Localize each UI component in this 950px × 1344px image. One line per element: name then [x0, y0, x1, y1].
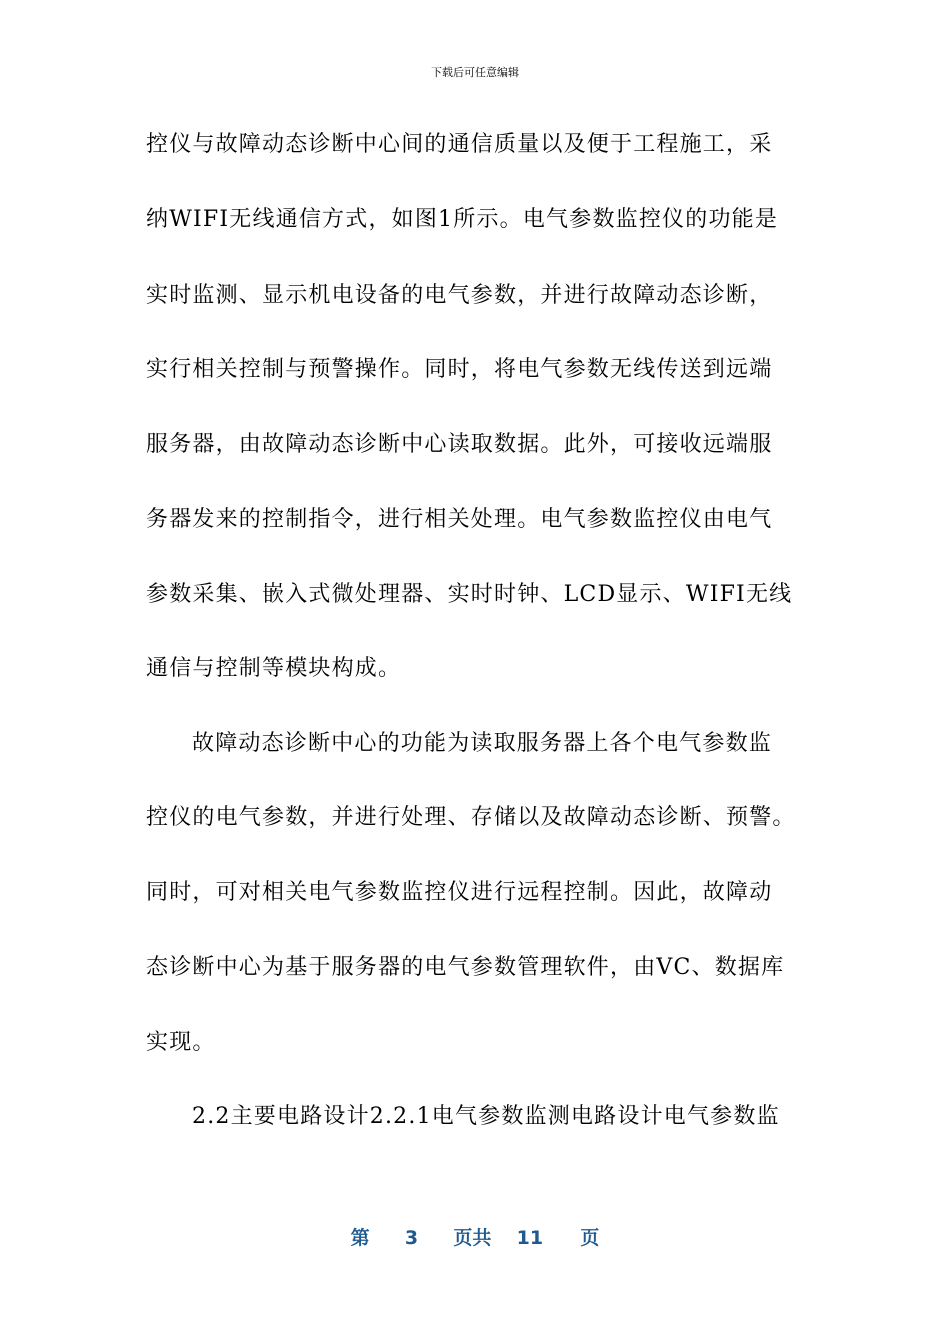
page-label-suffix: 页 — [580, 1227, 600, 1249]
body-line: 通信与控制等模块构成。 — [146, 656, 402, 681]
page-footer — [0, 1226, 950, 1250]
body-line: 纳WIFI无线通信方式，如图1所示。电气参数监控仪的功能是 — [146, 207, 779, 232]
paragraph-start-line: 故障动态诊断中心的功能为读取服务器上各个电气参数监 — [192, 731, 773, 756]
body-line: 实行相关控制与预警操作。同时，将电气参数无线传送到远端 — [146, 357, 773, 382]
page-header: 下载后可任意编辑 — [431, 66, 519, 79]
body-line: 服务器，由故障动态诊断中心读取数据。此外，可接收远端服 — [146, 432, 773, 457]
body-line: 实时监测、显示机电设备的电气参数，并进行故障动态诊断， — [146, 283, 773, 308]
body-line: 控仪的电气参数，并进行处理、存储以及故障动态诊断、预警。 — [146, 805, 796, 830]
page-label-mid: 页共 — [453, 1227, 492, 1249]
body-line: 控仪与故障动态诊断中心间的通信质量以及便于工程施工，采 — [146, 132, 773, 157]
page-number: 3 — [404, 1227, 419, 1249]
body-line: 务器发来的控制指令，进行相关处理。电气参数监控仪由电气 — [146, 507, 773, 532]
body-line: 实现。 — [146, 1030, 216, 1055]
body-line: 态诊断中心为基于服务器的电气参数管理软件，由VC、数据库 — [146, 955, 785, 980]
total-pages: 11 — [516, 1227, 544, 1249]
section-heading-line: 2.2主要电路设计2.2.1电气参数监测电路设计电气参数监 — [192, 1104, 780, 1129]
body-line: 同时，可对相关电气参数监控仪进行远程控制。因此，故障动 — [146, 880, 773, 905]
page-label-prefix: 第 — [350, 1227, 370, 1249]
body-line: 参数采集、嵌入式微处理器、实时时钟、LCD显示、WIFI无线 — [146, 582, 793, 607]
